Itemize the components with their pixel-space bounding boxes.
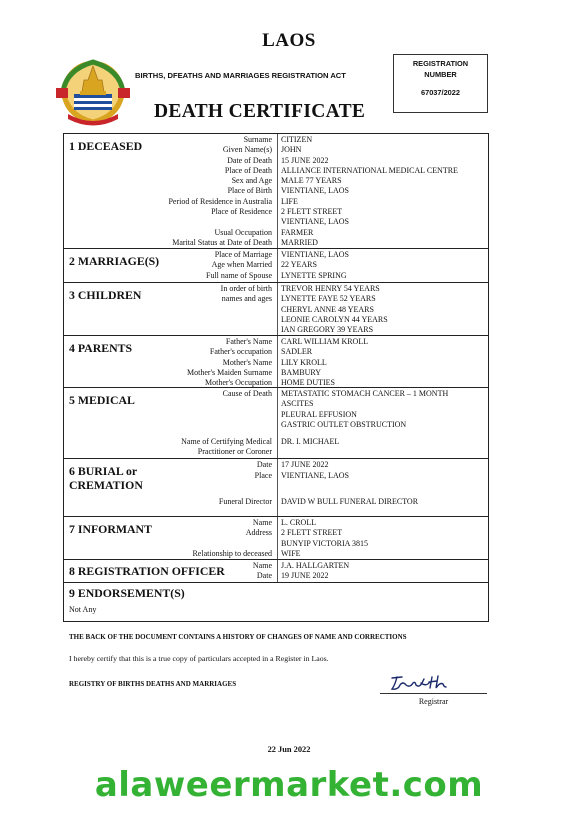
field-value: BAMBURY <box>281 367 322 377</box>
deceased-values <box>281 135 458 248</box>
registration-label-1: REGISTRATION <box>412 59 469 68</box>
field-value: ALLIANCE INTERNATIONAL MEDICAL CENTRE <box>281 165 458 175</box>
field-label: Father's Name <box>225 337 272 346</box>
field-label: Address <box>245 528 272 538</box>
registrar-signature <box>388 673 450 698</box>
section-heading: 2 MARRIAGE(S) <box>69 254 160 268</box>
field-value: TREVOR HENRY 54 YEARS <box>281 284 380 293</box>
parents-values <box>281 337 368 388</box>
endorsement-value: Not Any <box>69 605 97 614</box>
cause-of-death-values <box>281 389 448 430</box>
marriage-values <box>281 250 349 281</box>
section-endorsements <box>64 582 488 622</box>
section-heading: 4 PARENTS <box>69 341 133 355</box>
field-value: LEONIE CAROLYN 44 YEARS <box>281 314 388 324</box>
field-value: PLEURAL EFFUSION <box>281 409 357 419</box>
field-label: Given Name(s) <box>222 145 272 155</box>
funeral-director-value: DAVID W BULL FUNERAL DIRECTOR <box>281 497 419 506</box>
field-label: Date of Death <box>227 155 272 165</box>
burial-date-label: Date <box>256 460 272 469</box>
laos-national-emblem-icon <box>54 58 132 126</box>
section-informant <box>64 516 488 560</box>
field-value: L. CROLL <box>281 518 317 527</box>
field-label: Usual Occupation <box>214 227 272 237</box>
cause-of-death-label: Cause of Death <box>222 389 272 398</box>
field-value: 2 FLETT STREET <box>281 528 343 538</box>
signature-line <box>380 693 487 694</box>
heading-line: 6 BURIAL or <box>69 464 138 478</box>
certificate-table <box>63 133 489 622</box>
burial-date-value: 17 JUNE 2022 <box>281 460 329 469</box>
field-value: VIENTIANE, LAOS <box>281 217 349 227</box>
field-label: Date <box>256 571 272 581</box>
field-value: LYNETTE FAYE 52 YEARS <box>281 294 376 304</box>
marriage-labels <box>206 250 272 281</box>
field-label: Age when Married <box>211 260 272 270</box>
field-label: Name <box>252 561 272 570</box>
section-registration-officer <box>64 559 488 583</box>
field-label: Marital Status at Date of Death <box>172 237 272 247</box>
section-marriage <box>64 248 488 283</box>
registration-number: 67037/2022 <box>420 88 461 97</box>
field-value: JOHN <box>281 145 302 155</box>
field-label: Place of Marriage <box>214 250 272 259</box>
section-heading: 5 MEDICAL <box>69 393 135 407</box>
registrar-label: Registrar <box>418 697 449 706</box>
field-value: MARRIED <box>281 237 318 247</box>
field-value: LYNETTE SPRING <box>281 270 347 280</box>
field-value: ASCITES <box>281 399 314 409</box>
heading-line: CREMATION <box>69 478 143 492</box>
field-label: Place of Residence <box>211 207 272 217</box>
children-labels <box>221 284 272 305</box>
field-label: Place of Death <box>224 165 272 175</box>
field-value: IAN GREGORY 39 YEARS <box>281 325 374 335</box>
section-medical <box>64 387 488 459</box>
field-value: 15 JUNE 2022 <box>281 155 329 165</box>
certifying-practitioner-label <box>181 437 272 458</box>
field-value: BUNYIP VICTORIA 3815 <box>281 538 368 548</box>
informant-labels <box>192 518 272 559</box>
funeral-director-label: Funeral Director <box>218 497 272 506</box>
field-value: VIENTIANE, LAOS <box>281 186 349 196</box>
field-value: FARMER <box>281 227 314 237</box>
section-children <box>64 282 488 336</box>
section-heading <box>69 464 143 492</box>
field-label: Surname <box>243 135 272 144</box>
field-value: 2 FLETT STREET <box>281 207 343 217</box>
children-values <box>281 284 388 335</box>
field-label: Period of Residence in Australia <box>168 196 272 206</box>
back-of-document-note: THE BACK OF THE DOCUMENT CONTAINS A HISTORY OF CHANGES OF NAME AND CORRECTIONS <box>69 633 407 641</box>
section-heading: 9 ENDORSEMENT(S) <box>69 586 185 600</box>
section-burial <box>64 458 488 517</box>
deceased-labels <box>168 135 272 248</box>
field-value: HOME DUTIES <box>281 378 335 388</box>
registry-name: REGISTRY OF BIRTHS DEATHS AND MARRIAGES <box>69 680 237 688</box>
field-value: CITIZEN <box>281 135 313 144</box>
burial-place-label: Place <box>254 471 272 480</box>
section-deceased <box>64 134 488 248</box>
watermark: alaweermarket.com <box>94 765 484 805</box>
registration-label-2: NUMBER <box>424 69 457 79</box>
field-label: Full name of Spouse <box>206 270 272 280</box>
field-value: J.A. HALLGARTEN <box>281 561 350 570</box>
field-label: Name <box>252 518 272 527</box>
field-label: names and ages <box>221 294 272 304</box>
field-label <box>192 539 272 549</box>
field-label: Mother's Maiden Surname <box>187 367 272 377</box>
field-value: GASTRIC OUTLET OBSTRUCTION <box>281 419 407 429</box>
parents-labels <box>187 337 272 388</box>
field-label: Sex and Age <box>231 176 272 186</box>
field-value: MALE 77 YEARS <box>281 176 342 186</box>
field-label: Mother's Name <box>222 357 272 367</box>
country-title: LAOS <box>262 30 316 51</box>
field-value: CARL WILLIAM KROLL <box>281 337 369 346</box>
field-value: 19 JUNE 2022 <box>281 571 329 581</box>
field-label: Mother's Occupation <box>205 378 272 388</box>
field-value: LIFE <box>281 196 298 206</box>
registration-number-box <box>393 54 488 113</box>
field-value: LILY KROLL <box>281 357 327 367</box>
section-heading: 3 CHILDREN <box>69 288 142 302</box>
informant-values <box>281 518 368 559</box>
section-parents <box>64 335 488 388</box>
field-value: VIENTIANE, LAOS <box>281 250 349 259</box>
issue-date: 22 Jun 2022 <box>267 745 311 754</box>
field-value: CHERYL ANNE 48 YEARS <box>281 304 374 314</box>
section-heading: 1 DECEASED <box>69 139 143 153</box>
field-label: In order of birth <box>220 284 272 293</box>
field-label: Practitioner or Coroner <box>197 447 272 457</box>
field-value: 22 YEARS <box>281 260 317 270</box>
field-label: Relationship to deceased <box>192 548 272 558</box>
field-label: Father's occupation <box>209 347 272 357</box>
officer-labels <box>253 561 272 582</box>
field-value: WIFE <box>281 548 301 558</box>
certifying-practitioner-value: DR. I. MICHAEL <box>281 437 340 446</box>
section-heading: 8 REGISTRATION OFFICER <box>69 564 225 578</box>
burial-place-value: VIENTIANE, LAOS <box>281 471 349 480</box>
officer-values <box>281 561 349 582</box>
section-heading: 7 INFORMANT <box>69 522 152 536</box>
certificate-title: DEATH CERTIFICATE <box>154 101 366 122</box>
certification-statement: I hereby certify that this is a true copy of particulars accepted in a Register in Laos. <box>69 654 329 663</box>
act-title: BIRTHS, DFEATHS AND MARRIAGES REGISTRATION ACT <box>135 71 346 80</box>
field-label: Place of Birth <box>227 186 272 196</box>
field-value: METASTATIC STOMACH CANCER – 1 MONTH <box>281 389 449 398</box>
field-label: Name of Certifying Medical <box>181 437 272 446</box>
field-value: SADLER <box>281 347 313 357</box>
field-label <box>168 217 272 227</box>
